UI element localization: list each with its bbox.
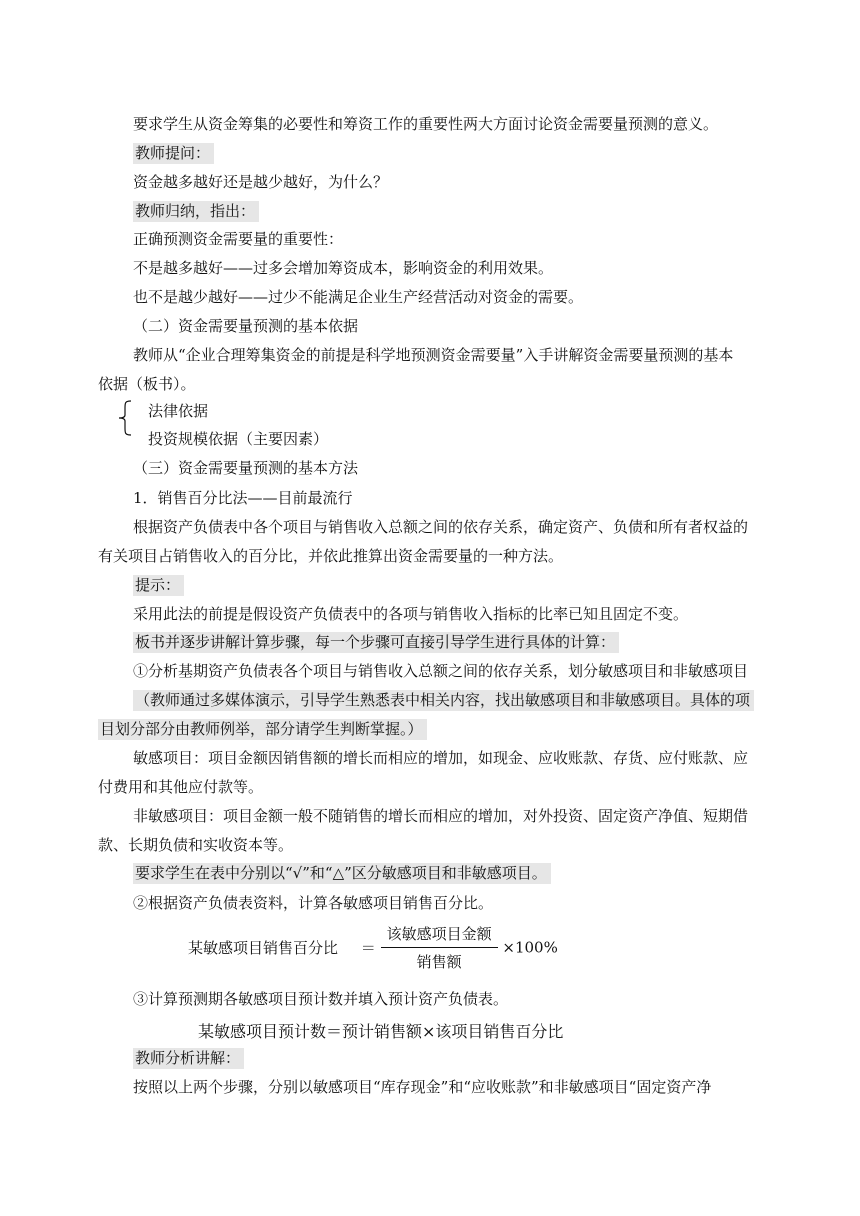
line-text: 款、长期负债和实收资本等。 [98, 836, 294, 854]
line-text: 投资规模依据（主要因素） [148, 430, 329, 448]
text-line [133, 258, 553, 278]
text-line [133, 172, 388, 192]
line-text: 正确预测资金需要量的重要性： [133, 230, 344, 248]
line-text: 不是越多越好——过多会增加筹资成本，影响资金的利用效果。 [133, 259, 554, 277]
text-line [133, 517, 748, 537]
highlighted-text: 目划分部分由教师例举，部分请学生判断掌握。） [98, 719, 427, 740]
text-line [133, 1077, 711, 1097]
formula-numerator: 该敏感项目金额 [381, 923, 498, 948]
highlighted-text: 提示： [133, 575, 184, 596]
formula-left: 某敏感项目销售百分比 [188, 939, 339, 957]
sales-percentage-formula [188, 923, 558, 972]
line-text: 依据（板书）。 [98, 375, 196, 393]
formula-denominator: 销售额 [416, 953, 462, 971]
line-text: 有关项目占销售收入的百分比，并依此推算出资金需要量的一种方法。 [98, 547, 564, 565]
text-line [133, 458, 358, 478]
text-line [133, 806, 748, 826]
text-line [98, 546, 563, 566]
highlighted-text: 教师归纳，指出： [133, 201, 259, 222]
text-line [98, 835, 293, 855]
text-line [133, 114, 718, 134]
line-text: 法律依据 [148, 402, 209, 420]
highlighted-text: （教师通过多媒体演示，引导学生熟悉表中相关内容，找出敏感项目和非敏感项目。具体的项 [133, 690, 754, 711]
forecast-formula: 某敏感项目预计数＝预计销售额×该项目销售百分比 [198, 1022, 564, 1041]
line-text: （三）资金需要量预测的基本方法 [133, 459, 359, 477]
text-line [133, 575, 184, 595]
line-text: ①分析基期资产负债表各个项目与销售收入总额之间的依存关系，划分敏感项目和非敏感项目 [133, 662, 749, 680]
text-line [148, 401, 208, 421]
highlighted-text: 要求学生在表中分别以“√”和“△”区分敏感项目和非敏感项目。 [133, 863, 551, 884]
text-line [133, 229, 343, 249]
text-line [133, 316, 358, 336]
text-line [133, 863, 551, 883]
highlighted-text: 教师分析讲解： [133, 1048, 244, 1069]
text-line [98, 777, 263, 797]
text-line [133, 690, 754, 710]
line-text: 也不是越少越好——过少不能满足企业生产经营活动对资金的需要。 [133, 288, 584, 306]
text-line [133, 287, 583, 307]
text-line [133, 989, 508, 1009]
text-line [133, 893, 493, 913]
text-line [133, 143, 214, 163]
line-text: 非敏感项目：项目金额一般不随销售的增长而相应的增加，对外投资、固定资产净值、短期借 [133, 807, 749, 825]
formula-equals: ＝ [360, 939, 376, 957]
text-line [133, 632, 619, 652]
text-line [148, 429, 328, 449]
line-text: 根据资产负债表中各个项目与销售收入总额之间的依存关系，确定资产、负债和所有者权益的 [133, 518, 749, 536]
line-text: 敏感项目：项目金额因销售额的增长而相应的增加，如现金、应收账款、存货、应付账款、应 [133, 749, 749, 767]
line-text: 要求学生从资金筹集的必要性和筹资工作的重要性两大方面讨论资金需要量预测的意义。 [133, 115, 719, 133]
line-text: 采用此法的前提是假设资产负债表中的各项与销售收入指标的比率已知且固定不变。 [133, 605, 689, 623]
line-text: 资金越多越好还是越少越好，为什么？ [133, 173, 389, 191]
text-line [133, 1048, 244, 1068]
line-text: ②根据资产负债表资料，计算各敏感项目销售百分比。 [133, 894, 494, 912]
text-line [98, 719, 427, 739]
text-line [133, 488, 353, 508]
highlighted-text: 板书并逐步讲解计算步骤，每一个步骤可直接引导学生进行具体的计算： [133, 632, 619, 653]
text-line [133, 748, 748, 768]
text-line [133, 345, 733, 365]
text-line [133, 604, 688, 624]
line-text: （二）资金需要量预测的基本依据 [133, 317, 359, 335]
text-line [133, 661, 748, 681]
highlighted-text: 教师提问： [133, 143, 214, 164]
line-text: 付费用和其他应付款等。 [98, 778, 264, 796]
line-text: 教师从“企业合理筹集资金的前提是科学地预测资金需要量”入手讲解资金需要量预测的基本 [133, 346, 734, 364]
line-text: 1．销售百分比法——目前最流行 [133, 489, 353, 507]
line-text: ③计算预测期各敏感项目预计数并填入预计资产负债表。 [133, 990, 509, 1008]
formula-multiplier: ×100% [502, 938, 558, 957]
formula-fraction [381, 923, 498, 972]
text-line [98, 374, 196, 394]
text-line [133, 201, 259, 221]
left-brace-icon [118, 400, 132, 436]
line-text: 按照以上两个步骤，分别以敏感项目“库存现金”和“应收账款”和非敏感项目“固定资产净 [133, 1078, 712, 1096]
